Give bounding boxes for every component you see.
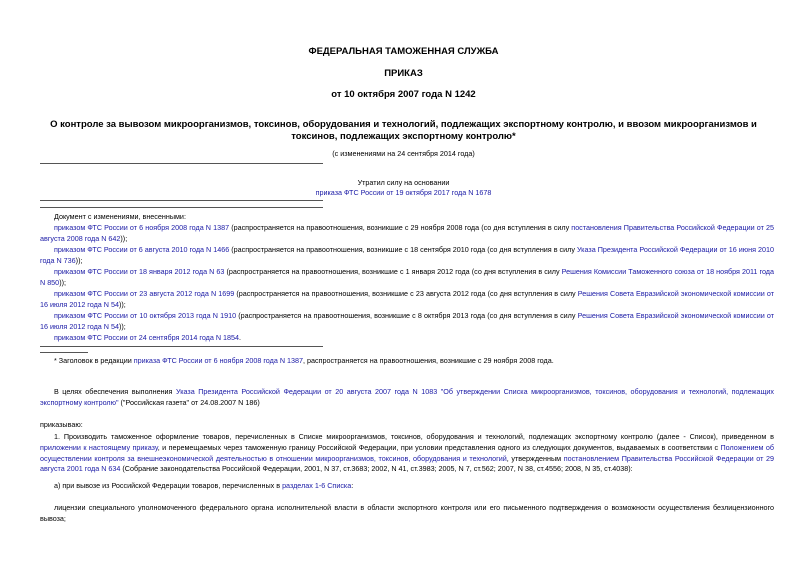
doc-type: ПРИКАЗ (384, 68, 423, 79)
list-item: приказом ФТС России от 6 ноября 2008 года N 1387 (распространяется на правоотношения, возникшие с 29 ноября 2008 года (со дня вступления в силу постановления Правительства Российской Федерации от 25 августа 2008 года N 642)); (40, 223, 774, 243)
list-item: приказом ФТС России от 6 августа 2010 года N 1466 (распространяется на правоотношения, возникшие с 18 сентября 2010 года (со дня вступления в силу Указа Президента Российской Федерации от 16 июня 2010 года N 736)); (40, 245, 774, 265)
divider (40, 200, 323, 201)
divider (40, 163, 323, 164)
list-item: приказом ФТС России от 18 января 2012 года N 63 (распространяется на правоотношения, возникшие с 1 января 2012 года (со дня вступления в силу Решения Комиссии Таможенного союза от 18 ноября 2011 года N 850)); (40, 267, 774, 287)
list-item: приказом ФТС России от 10 октября 2013 года N 1910 (распространяется на правоотношения, возникшие с 8 октября 2013 года (со дня вступления в силу Решения Совета Евразийской экономической комиссии от 16 июля 2012 года N 54)); (40, 311, 775, 331)
doc-title: О контроле за вывозом микроорганизмов, токсинов, оборудования и технологий, подлежащих экспортному контролю, и ввозом микроорганизмов и токсинов, подлежащих экспортному контролю* (50, 119, 757, 142)
divider (40, 346, 323, 347)
status-line: Утратил силу на основании (357, 178, 450, 187)
divider (40, 207, 323, 208)
list-item: приказом ФТС России от 24 сентября 2014 года N 1854. (54, 333, 242, 342)
preamble: В целях обеспечения выполнения Указа Президента Российской Федерации от 20 августа 2007 года N 1083 "Об утверждении Списка микроорганизмов, токсинов, оборудования и технологий, подлежащих экспортному контролю" ("Российская газета" от 24.08.2007 N 186) (40, 387, 774, 407)
footnote-divider (40, 352, 88, 353)
repeal-link[interactable]: приказа ФТС России от 19 октября 2017 года N 1678 (315, 188, 492, 197)
paragraph-license: лицензии специального уполномоченного федерального органа исполнительной власти в области экспортного контроля или его письменного подтверждения о возможности осуществления безлицензионного вывоза; (40, 503, 774, 523)
list-item: приказом ФТС России от 23 августа 2012 года N 1699 (распространяется на правоотношения, возникшие с 23 августа 2012 года (со дня вступления в силу Решения Совета Евразийской экономической комиссии от 16 июля 2012 года N 54)); (40, 289, 774, 309)
agency-name: ФЕДЕРАЛЬНАЯ ТАМОЖЕННАЯ СЛУЖБА (308, 46, 499, 57)
paragraph-1: 1. Производить таможенное оформление товаров, перечисленных в Списке микроорганизмов, токсинов, оборудования и технологий, подлежащих экспортному контролю (далее - Список), приведенном в приложении к настоящему приказу, и перемещаемых через таможенную границу Российской Федерации, при условии представления одного из следующих документов, выдаваемых в соответствии с Положением об осуществлении контроля за внешнеэкономической деятельностью в отношении микроорганизмов, токсинов, оборудования и технологий, утвержденным постановлением Правительства Российской Федерации от 29 августа 2001 года N 634 (Собрание законодательства Российской Федерации, 2001, N 37, ст.3683; 2002, N 41, ст.3983; 2005, N 7, ст.562; 2007, N 38, ст.4556; 2008, N 35, ст.4038): (40, 432, 775, 474)
revision-note: (с изменениями на 24 сентября 2014 года) (332, 149, 475, 158)
doc-date-number: от 10 октября 2007 года N 1242 (331, 89, 476, 100)
amendments-intro: Документ с изменениями, внесенными: (54, 212, 186, 221)
footnote: * Заголовок в редакции приказа ФТС России от 6 ноября 2008 года N 1387, распространяется на правоотношения, возникшие с 29 ноября 2008 года. (54, 356, 554, 365)
paragraph-a: а) при вывозе из Российской Федерации товаров, перечисленных в разделах 1-6 Списка: (54, 481, 354, 490)
order-word: приказываю: (40, 420, 83, 429)
